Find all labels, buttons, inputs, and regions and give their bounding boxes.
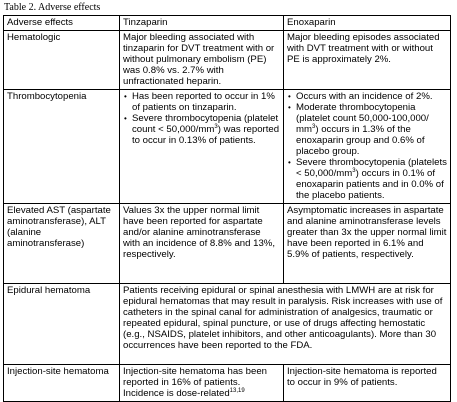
enoxaparin-cell	[284, 90, 451, 204]
tinzaparin-cell: Major bleeding associated with tinzaparin for DVT treatment with or without pulmonary embolism (PE) was 0.8% vs. 2.7% with unfractionated heparin.	[120, 31, 284, 90]
tinzaparin-cell	[120, 365, 284, 402]
table-row-elevated-ast	[4, 204, 451, 284]
bullet-text: ) occurs in 0.1% of enoxaparin patients and in 0.0% of the placebo patients.	[296, 168, 444, 201]
enoxaparin-cell: Asymptomatic increases in aspartate and alanine aminotransferase levels greater than 3x the upper normal limit have been reported in 6.1% and 5.9% of patients, respectively.	[284, 204, 451, 284]
table-caption: Table 2. Adverse effects	[4, 2, 101, 13]
list-item	[287, 157, 447, 201]
tinzaparin-cell	[120, 90, 284, 204]
list-item	[123, 91, 280, 113]
table-row-thrombocytopenia	[4, 90, 451, 204]
effect-cell: Epidural hematoma	[4, 284, 120, 365]
citation-superscript: 13,19	[229, 387, 245, 394]
column-header-adverse-effects: Adverse effects	[4, 16, 120, 31]
tinzaparin-cell: Values 3x the upper normal limit have been reported for aspartate and/or alanine aminotransferase with an incidence of 8.8% and 13%, respectively.	[120, 204, 284, 284]
cell-text: Injection-site hematoma has been reported in 16% of patients. Incidence is dose-related	[123, 366, 267, 399]
effect-cell: Elevated AST (aspartate aminotransferase), ALT (alanine aminotransferase)	[4, 204, 120, 284]
bullet-text: Severe thrombocytopenia (platelets < 50,000/mm	[296, 157, 447, 179]
bullet-text: Occurs with an incidence of 2%.	[296, 91, 433, 102]
table-header-row	[4, 16, 451, 31]
superscript: 3	[352, 167, 356, 174]
effect-cell: Hematologic	[4, 31, 120, 90]
adverse-effects-table	[3, 15, 451, 402]
superscript: 3	[311, 123, 316, 130]
list-item	[287, 91, 447, 102]
list-item	[287, 102, 447, 157]
table-row-injection-site-hematoma	[4, 365, 451, 402]
enoxaparin-cell: Major bleeding episodes associated with DVT treatment with or without PE is approximately 2%.	[284, 31, 451, 90]
enoxaparin-cell: Injection-site hematoma is reported to occur in 9% of patients.	[284, 365, 451, 402]
bullet-text: Has been reported to occur in 1% of patients on tinzaparin.	[132, 91, 275, 113]
column-header-tinzaparin: Tinzaparin	[120, 16, 284, 31]
bullet-text: ) occurs in 1.3% of the enoxaparin group and 0.6% of placebo group.	[296, 124, 425, 157]
column-header-enoxaparin: Enoxaparin	[284, 16, 451, 31]
effect-cell: Injection-site hematoma	[4, 365, 120, 402]
table-row-epidural-hematoma	[4, 284, 451, 365]
combined-cell: Patients receiving epidural or spinal anesthesia with LMWH are at risk for epidural hematomas that may result in paralysis. Risk increases with use of catheters in the spinal canal for administration of analgesics, traumatic or repeated epidural, spinal puncture, or use of drugs affecting hemostatic (e.g., NSAIDS, platelet inhibitors, and other anticoagulants). More than 30 occurrences have been reported to the FDA.	[120, 284, 451, 365]
bullet-text: Moderate thrombocytopenia (platelet count 50,000-100,000/ mm	[296, 102, 429, 135]
table-row-hematologic	[4, 31, 451, 90]
list-item	[123, 113, 280, 146]
effect-cell: Thrombocytopenia	[4, 90, 120, 204]
superscript: 3	[214, 123, 218, 130]
bullet-text: ) was reported to occur in 0.13% of patients.	[132, 124, 280, 146]
bullet-text: Severe thrombocytopenia (platelet count < 50,000/mm	[132, 113, 279, 135]
